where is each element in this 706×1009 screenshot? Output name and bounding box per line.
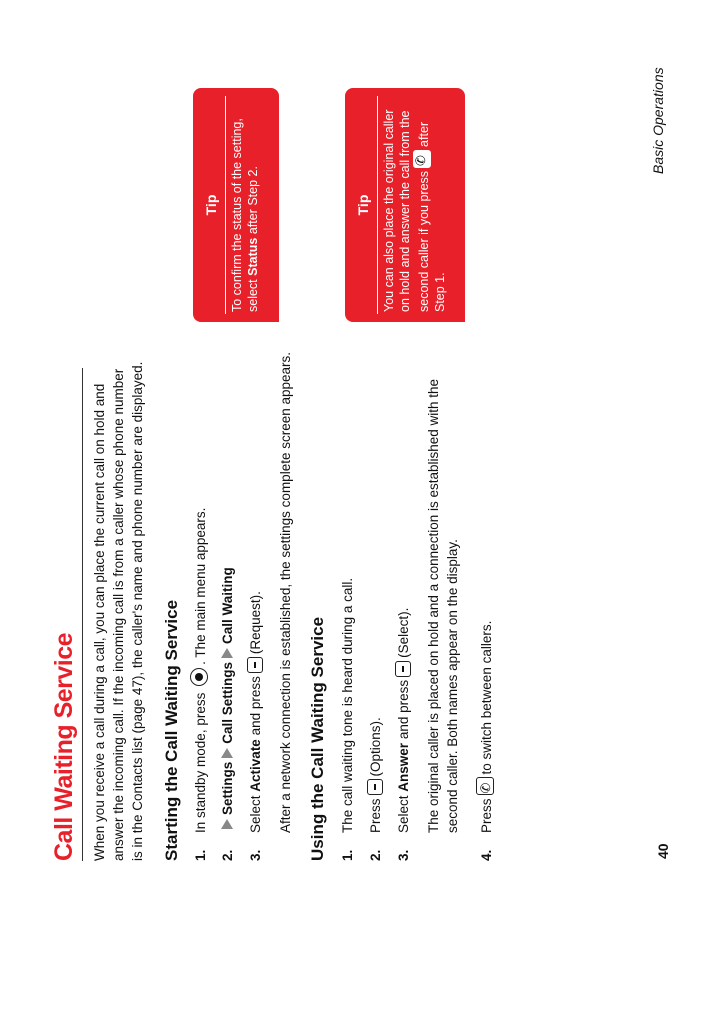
phone-key-icon — [476, 777, 494, 795]
center-key-icon — [190, 668, 208, 686]
step-text: (Request). — [248, 591, 263, 655]
step-text: . The main menu appears. — [193, 507, 208, 665]
tip-text-part: after Step 2. — [245, 166, 260, 235]
section2-heading: Using the Call Waiting Service — [308, 616, 327, 861]
tip-rule — [225, 96, 226, 314]
step-text: Press — [368, 798, 383, 833]
soft-key-icon — [367, 779, 383, 795]
arrow-icon — [221, 819, 233, 829]
step-text: and press — [396, 679, 411, 740]
step-text: In standby mode, press — [193, 692, 208, 833]
section2-step1 — [338, 341, 357, 861]
tip-text — [382, 88, 448, 322]
section1-step3 — [246, 341, 265, 861]
step-text: (Select). — [396, 607, 411, 658]
option-answer: Answer — [396, 742, 411, 792]
section1-step1 — [190, 341, 210, 861]
menu-call-waiting: Call Waiting — [220, 567, 235, 644]
title-rule — [82, 368, 83, 861]
step-text: The call waiting tone is heard during a call. — [340, 577, 355, 833]
phone-key-icon — [413, 150, 431, 168]
step-number: 1. — [340, 849, 355, 861]
section2-note: The original caller is placed on hold and a connection is established with the second caller. Both names appear on the display. — [426, 378, 460, 833]
intro-paragraph: When you receive a call during a call, you can place the current call on hold and answer the incoming call. If the incoming call is from a caller whose phone number is in the Contacts list (page 47), the caller's name and phone number are displayed. — [92, 361, 145, 861]
menu-call-settings: Call Settings — [220, 661, 235, 744]
page-number: 40 — [655, 843, 671, 859]
tip-box-2 — [345, 88, 465, 322]
step-number: 3. — [396, 849, 411, 861]
tip-rule — [377, 96, 378, 314]
step-number: 2. — [368, 849, 383, 861]
step-number: 2. — [220, 849, 235, 861]
footer-section-name: Basic Operations — [650, 67, 666, 174]
tip-option-status: Status — [245, 237, 260, 276]
section1-step2 — [218, 341, 237, 861]
tip-box-1 — [193, 88, 279, 322]
tip-text-part: To confirm the status of the setting, select — [230, 118, 260, 312]
tip-text-part: after Step 1. — [417, 121, 447, 312]
step-number: 4. — [479, 849, 494, 861]
step-number: 1. — [193, 849, 208, 861]
tip-title: Tip — [355, 194, 371, 216]
menu-settings: Settings — [220, 761, 235, 815]
step-text: (Options). — [368, 717, 383, 777]
section2-step2 — [366, 341, 385, 861]
tip-title: Tip — [203, 194, 219, 216]
option-activate: Activate — [248, 739, 263, 792]
arrow-icon — [221, 648, 233, 658]
tip-text-part: You can also place the original caller on hold and answer the call from the second caller if you press — [382, 109, 431, 312]
section1-note: After a network connection is established, the settings complete screen appears. — [278, 351, 293, 833]
step-number: 3. — [248, 849, 263, 861]
step-text: to switch between callers. — [479, 620, 494, 775]
step-text: Select — [396, 795, 411, 833]
step-text: and press — [248, 676, 263, 736]
soft-key-icon — [247, 657, 263, 673]
section2-step3 — [394, 341, 413, 861]
section2-step4 — [476, 341, 496, 861]
soft-key-icon — [395, 661, 411, 677]
page-title: Call Waiting Service — [50, 632, 78, 861]
section1-heading: Starting the Call Waiting Service — [162, 599, 181, 861]
step-text: Select — [248, 795, 263, 833]
step-text: Press — [479, 798, 494, 833]
arrow-icon — [221, 748, 233, 758]
tip-text — [230, 88, 261, 322]
